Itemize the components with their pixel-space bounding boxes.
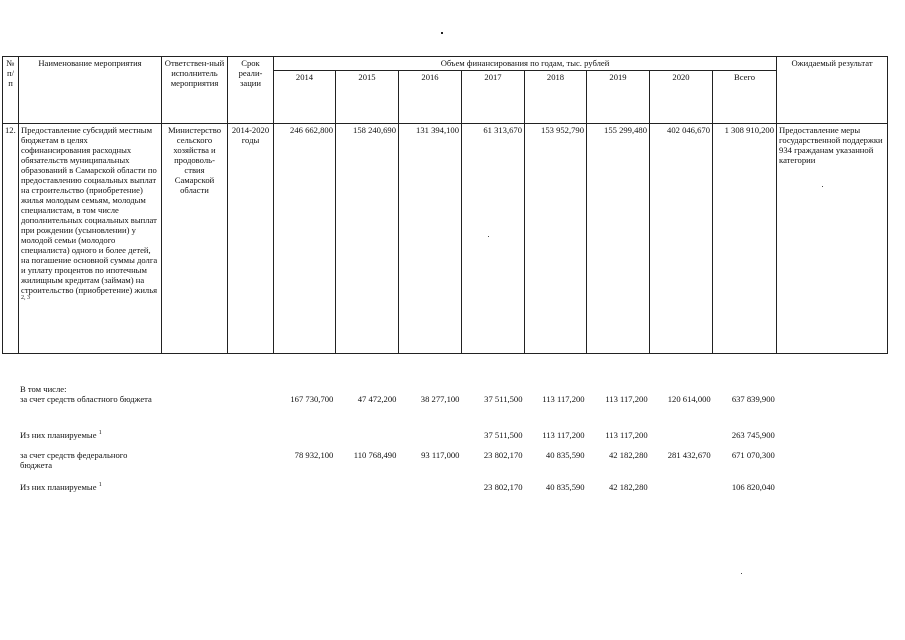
stray-mark [441, 32, 443, 34]
planned-value: 40 835,590 [545, 482, 585, 492]
row-num: 12. [3, 124, 19, 354]
row-name-footnote: 2, 3 [21, 295, 30, 302]
regional-value: 47 472,200 [357, 394, 397, 404]
planned-value [398, 482, 461, 502]
regional-value: 38 277,100 [420, 394, 460, 404]
row-value: 153 952,790 [525, 124, 587, 354]
planned-footnote: 1 [98, 430, 102, 437]
header-name: Наименование мероприятия [19, 57, 162, 124]
row-responsible: Министерство сельского хозяйства и продоволь-ствия Самарской области [162, 124, 228, 354]
planned-value: 113 117,200 [605, 430, 648, 440]
row-name-cell [19, 124, 162, 354]
federal-value: 23 802,170 [483, 450, 523, 460]
federal-label: за счет средств федерального бюджета [20, 450, 128, 470]
regional-value: 113 117,200 [605, 394, 648, 404]
year-header: 2017 [462, 71, 525, 124]
planned-label: Из них планируемые [20, 430, 97, 440]
header-funding: Объем финансирования по годам, тыс. рублей [274, 57, 777, 71]
year-header: Всего [713, 71, 777, 124]
planned-value: 23 802,170 [483, 482, 523, 492]
row-value: 155 299,480 [587, 124, 650, 354]
planned-label: Из них планируемые [20, 482, 97, 492]
federal-value: 40 835,590 [545, 450, 585, 460]
planned-value: 37 511,500 [484, 430, 523, 440]
planned-footnote: 1 [98, 482, 102, 489]
federal-value: 281 432,670 [667, 450, 711, 460]
stray-mark [741, 573, 742, 574]
year-header: 2014 [274, 71, 336, 124]
year-header: 2018 [525, 71, 587, 124]
header-num: № п/п [3, 57, 19, 124]
federal-value: 110 768,490 [353, 450, 397, 460]
planned-value [398, 430, 461, 450]
planned-value [650, 430, 713, 450]
year-header: 2015 [336, 71, 399, 124]
regional-label: за счет средств областного бюджета [20, 394, 152, 404]
year-header: 2019 [587, 71, 650, 124]
row-value: 61 313,670 [462, 124, 525, 354]
federal-value: 78 932,100 [294, 450, 334, 460]
regional-value: 113 117,200 [542, 394, 585, 404]
row-value: 158 240,690 [336, 124, 399, 354]
federal-value: 93 117,000 [421, 450, 460, 460]
regional-value: 37 511,500 [484, 394, 523, 404]
row-value: 402 046,670 [650, 124, 713, 354]
federal-value: 671 070,300 [731, 450, 775, 460]
planned-value [335, 430, 398, 450]
row-term: 2014-2020 годы [228, 124, 274, 354]
regional-value: 167 730,700 [290, 394, 334, 404]
funding-breakdown [2, 384, 888, 502]
planned-value: 106 820,040 [731, 482, 775, 492]
row-name: Предоставление субсидий местным бюджетам в целях софинансирования расходных обязательств муниципальных образований в Самарской области по предоставлению социальных выплат на строительство (приобретение) жилья молодым семьям, молодым специалистам, в том числе дополнительных социальных выплат при рождении (усыновлении) у молодой семьи (молодого специалиста) одного и более детей, на погашение основной суммы долга и уплату процентов по ипотечным жилищным кредитам (займам) на строительство (приобретение) жилья [21, 125, 158, 295]
including-label: В том числе: [20, 384, 67, 394]
header-result: Ожидаемый результат [777, 57, 888, 124]
header-term: Срок реали-зации [228, 57, 274, 124]
year-header: 2016 [399, 71, 462, 124]
planned-value [650, 482, 713, 502]
regional-value: 120 614,000 [667, 394, 711, 404]
funding-table [2, 56, 888, 354]
row-result: Предоставление меры государственной поддержки 934 гражданам указанной категории [777, 124, 888, 354]
planned-value: 42 182,280 [608, 482, 648, 492]
planned-label-cell [18, 430, 161, 450]
row-value: 131 394,100 [399, 124, 462, 354]
planned-value [273, 430, 335, 450]
planned-value: 263 745,900 [731, 430, 775, 440]
regional-value: 637 839,900 [731, 394, 775, 404]
planned-value [335, 482, 398, 502]
planned-label-cell [18, 482, 161, 502]
row-value: 246 662,800 [274, 124, 336, 354]
federal-value: 42 182,280 [608, 450, 648, 460]
planned-value: 113 117,200 [542, 430, 585, 440]
year-header: 2020 [650, 71, 713, 124]
header-responsible: Ответствен-ный исполнитель мероприятия [162, 57, 228, 124]
row-value: 1 308 910,200 [713, 124, 777, 354]
planned-value [273, 482, 335, 502]
